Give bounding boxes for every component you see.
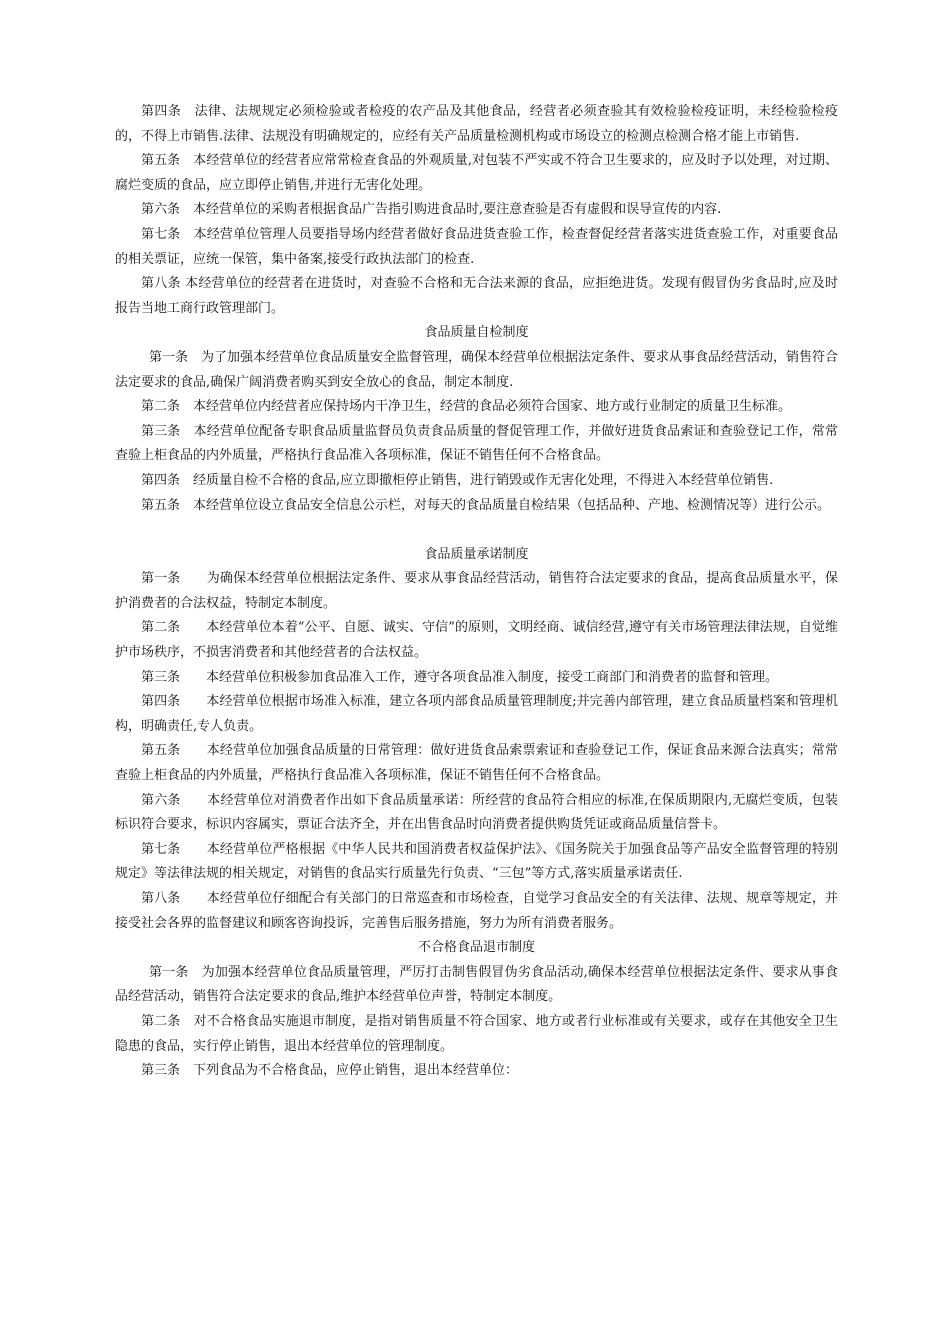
article-paragraph: 第四条 经质量自检不合格的食品,应立即撤柜停止销售，进行销毁或作无害化处理，不得进入本经营单位销售. — [141, 472, 774, 488]
article-paragraph: 第四条 本经营单位根据市场准入标准，建立各项内部食品质量管理制度;并完善内部管理，建立食品质量档案和管理机构，明确责任,专人负责。 — [115, 694, 838, 734]
article-paragraph: 第五条 本经营单位的经营者应常常检查食品的外观质量,对包装不严实或不符合卫生要求的，应及时予以处理，对过期、腐烂变质的食品，应立即停止销售,并进行无害化处理。 — [115, 153, 838, 193]
article-paragraph: 第一条 为确保本经营单位根据法定条件、要求从事食品经营活动，销售符合法定要求的食品，提高食品质量水平，保护消费者的合法权益，特制定本制度。 — [115, 571, 838, 611]
article-paragraph: 第八条 本经营单位仔细配合有关部门的日常巡查和市场检查，自觉学习食品安全的有关法律、法规、规章等规定，并接受社会各界的监督建议和顾客咨询投诉，完善售后服务措施，努力为所有消费者服务。 — [115, 891, 838, 931]
article-paragraph: 第八条 本经营单位的经营者在进货时，对查验不合格和无合法来源的食品，应拒绝进货。发现有假冒伪劣食品时,应及时报告当地工商行政管理部门。 — [115, 276, 838, 316]
article-paragraph: 第三条 下列食品为不合格食品，应停止销售，退出本经营单位： — [141, 1063, 519, 1079]
article-paragraph: 第一条 为了加强本经营单位食品质量安全监督管理，确保本经营单位根据法定条件、要求从事食品经营活动，销售符合法定要求的食品,确保广阔消费者购买到安全放心的食品，制定本制度. — [115, 349, 839, 390]
article-paragraph: 第五条 本经营单位加强食品质量的日常管理：做好进货食品索票索证和查验登记工作，保证食品来源合法真实；常常查验上柜食品的内外质量，严格执行食品准入各项标准，保证不销售任何不合格食品。 — [115, 743, 838, 784]
article-paragraph: 第七条 本经营单位管理人员要指导场内经营者做好食品进货查验工作，检查督促经营者落实进货查验工作，对重要食品的相关票证，应统一保管，集中备案,接受行政执法部门的检查. — [115, 226, 838, 267]
section-title-withdrawal: 不合格食品退市制度 — [417, 940, 535, 956]
article-paragraph: 第五条 本经营单位设立食品安全信息公示栏，对每天的食品质量自检结果（包括品种、产地、检测情况等）进行公示。 — [141, 497, 831, 513]
document-page — [115, 100, 838, 1084]
article-paragraph: 第二条 本经营单位本着“公平、自愿、诚实、守信”的原则，文明经商、诚信经营,遵守有关市场管理法律法规，自觉维护市场秩序，不损害消费者和其他经营者的合法权益。 — [115, 620, 838, 661]
article-paragraph: 第二条 本经营单位内经营者应保持场内干净卫生，经营的食品必须符合国家、地方或行业制定的质量卫生标准。 — [141, 399, 792, 415]
article-paragraph: 第四条 法律、法规规定必须检验或者检疫的农产品及其他食品，经营者必须查验其有效检验检疫证明，未经检验检疫的，不得上市销售.法律、法规没有明确规定的，应经有关产品质量检测机构或市场设立的检测点检测合格才能上市销售. — [115, 104, 838, 144]
article-paragraph: 第三条 本经营单位积极参加食品准入工作，遵守各项食品准入制度，接受工商部门和消费者的监督和管理。 — [141, 669, 779, 685]
article-paragraph: 第六条 本经营单位对消费者作出如下食品质量承诺：所经营的食品符合相应的标准,在保质期限内,无腐烂变质，包装标识符合要求，标识内容属实，票证合法齐全，并在出售食品时向消费者提供购货凭证或商品质量信誉卡。 — [115, 792, 838, 833]
section-title-self-check: 食品质量自检制度 — [424, 325, 529, 341]
article-paragraph: 第七条 本经营单位严格根据《中华人民共和国消费者权益保护法》、《国务院关于加强食品等产品安全监督管理的特别规定》等法律法规的相关规定，对销售的食品实行质量先行负责、“三包”等方式,落实质量承诺责任. — [115, 841, 838, 882]
section-title-commitment: 食品质量承诺制度 — [424, 546, 529, 562]
article-paragraph: 第二条 对不合格食品实施退市制度，是指对销售质量不符合国家、地方或者行业标准或有关要求，或存在其他安全卫生隐患的食品，实行停止销售，退出本经营单位的管理制度。 — [115, 1013, 838, 1054]
blank-line — [115, 518, 838, 543]
article-paragraph: 第一条 为加强本经营单位食品质量管理，严厉打击制售假冒伪劣食品活动,确保本经营单位根据法定条件、要求从事食品经营活动，销售符合法定要求的食品,维护本经营单位声誉，特制定本制度。 — [115, 964, 838, 1005]
article-paragraph: 第三条 本经营单位配备专职食品质量监督员负责食品质量的督促管理工作，并做好进货食品索证和查验登记工作，常常查验上柜食品的内外质量，严格执行食品准入各项标准，保证不销售任何不合格食品。 — [115, 423, 838, 464]
article-paragraph: 第六条 本经营单位的采购者根据食品广告指引购进食品时,要注意查验是否有虚假和误导宣传的内容. — [141, 202, 722, 218]
